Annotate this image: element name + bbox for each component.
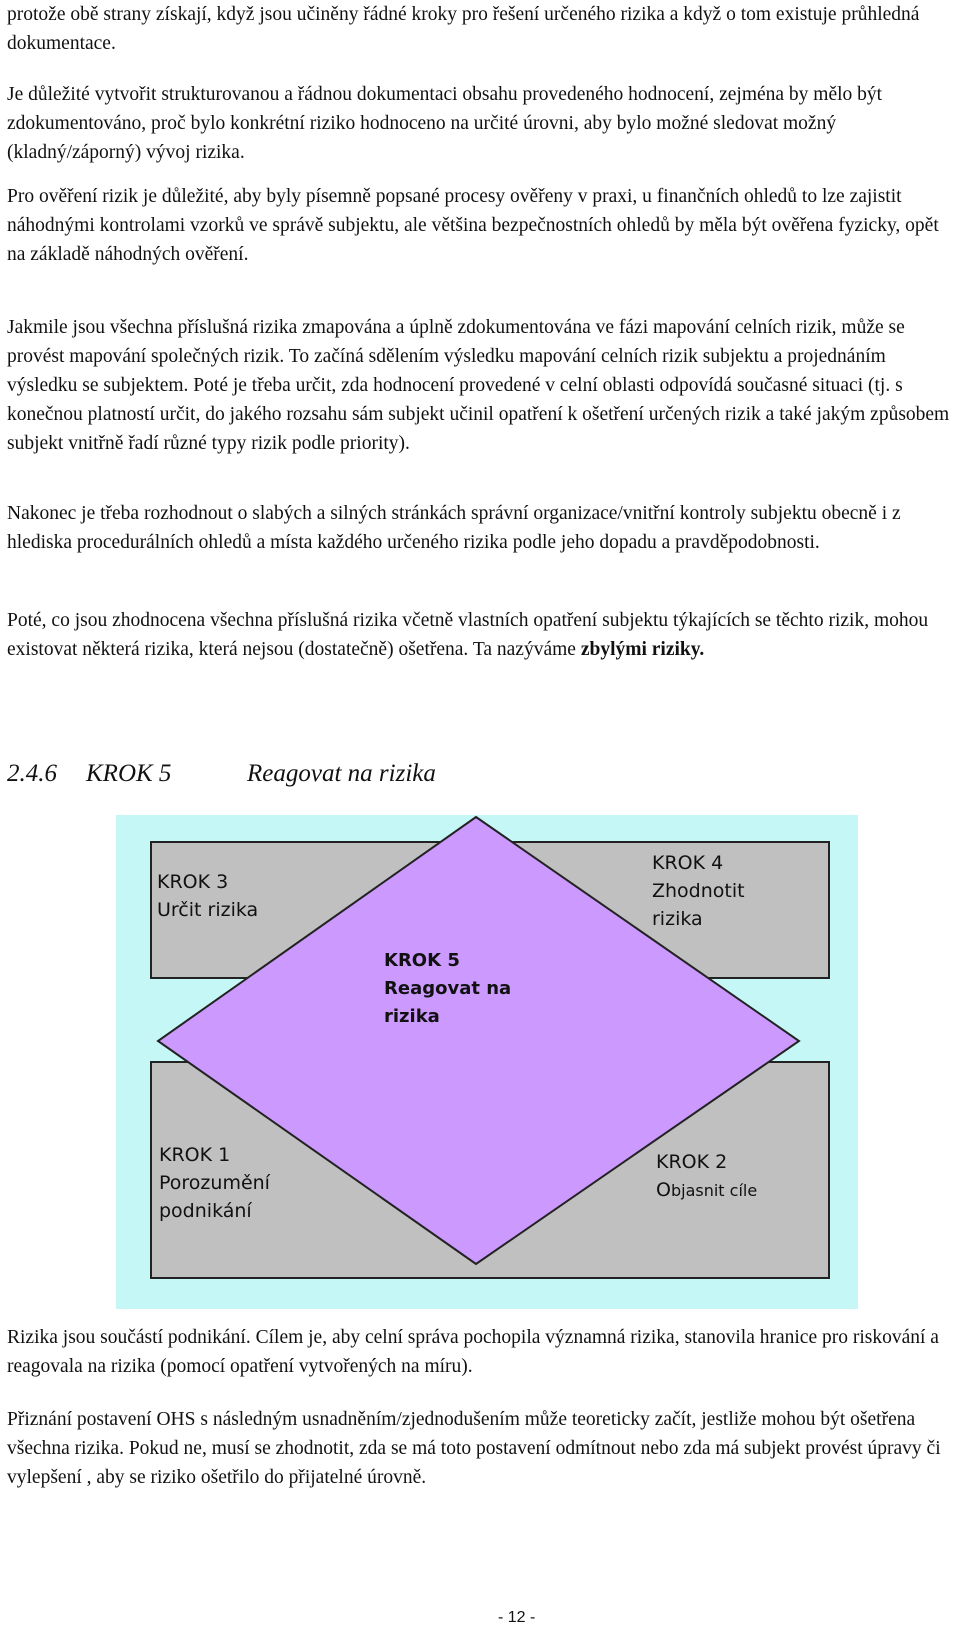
step2-label: KROK 2 Objasnit cíle [656,1151,758,1201]
risk-process-diagram [116,815,858,1309]
paragraph-5: Nakonec je třeba rozhodnout o slabých a silných stránkách správní organizace/vnitřní kontroly subjektu obecně i z hlediska procedurálních ohledů a místa každého určeného rizika podle jeho dopadu a pravděpodobnosti. [7,503,901,553]
paragraph-1: protože obě strany získají, když jsou učiněny řádné kroky pro řešení určeného rizika a když o tom existuje průhledná dokumentace. [7,4,920,54]
page-number: - 12 - [498,1609,536,1626]
paragraph-4: Jakmile jsou všechna příslušná rizika zmapována a úplně zdokumentována ve fázi mapování celních rizik, může se provést mapování společných rizik. To začíná sdělením výsledku mapování celních rizik subjektu a projednáním výsledku se subjektem. Poté je třeba určit, zda hodnocení provedené v celní oblasti odpovídá současné situaci (tj. s konečnou platností určit, do jakého rozsahu sám subjekt učinil opatření k ošetření určených rizik a také jakým způsobem subjekt vnitřně řadí různé typy rizik podle priority). [7,317,950,454]
paragraph-6-bold-term: zbylými riziky. [580,639,705,660]
step4-label: KROK 4 Zhodnotit rizika [652,852,745,930]
section-step: KROK 5 [86,760,172,787]
paragraph-8: Přiznání postavení OHS s následným usnadněním/zjednodušením může teoreticky začít, jestliže mohou být ošetřena všechna rizika. Pokud ne, musí se zhodnotit, zda se má toto postavení odmítnout nebo zda má subjekt provést úpravy či vylepšení , aby se riziko ošetřilo do přijatelné úrovně. [7,1409,941,1488]
paragraph-6 [7,606,952,664]
step5-label: KROK 5 Reagovat na rizika [384,950,512,1027]
paragraph-6-text: Poté, co jsou zhodnocena všechna příslušná rizika včetně vlastních opatření subjektu týkajících se těchto rizik, mohou existovat některá rizika, která nejsou (dostatečně) ošetřena. Ta nazýváme [7,610,929,660]
section-title: Reagovat na rizika [247,760,436,787]
paragraph-3: Pro ověření rizik je důležité, aby byly písemně popsané procesy ověřeny v praxi, u finančních ohledů to lze zajistit náhodnými kontrolami vzorků ve správě subjektu, ale většina bezpečnostních ohledů by měla být ověřena fyzicky, opět na základě náhodných ověření. [7,186,939,265]
section-number: 2.4.6 [7,760,57,787]
paragraph-7: Rizika jsou součástí podnikání. Cílem je, aby celní správa pochopila významná rizika, stanovila hranice pro riskování a reagovala na rizika (pomocí opatření vytvořených na míru). [7,1327,939,1377]
step1-label: KROK 1 Porozumění podnikání [159,1144,270,1222]
paragraph-2: Je důležité vytvořit strukturovanou a řádnou dokumentaci obsahu provedeného hodnocení, zejména by mělo být zdokumentováno, proč bylo konkrétní riziko hodnoceno na určité úrovni, aby bylo možné sledovat možný (kladný/záporný) vývoj rizika. [7,84,883,163]
step3-label: KROK 3 Určit rizika [157,871,259,921]
